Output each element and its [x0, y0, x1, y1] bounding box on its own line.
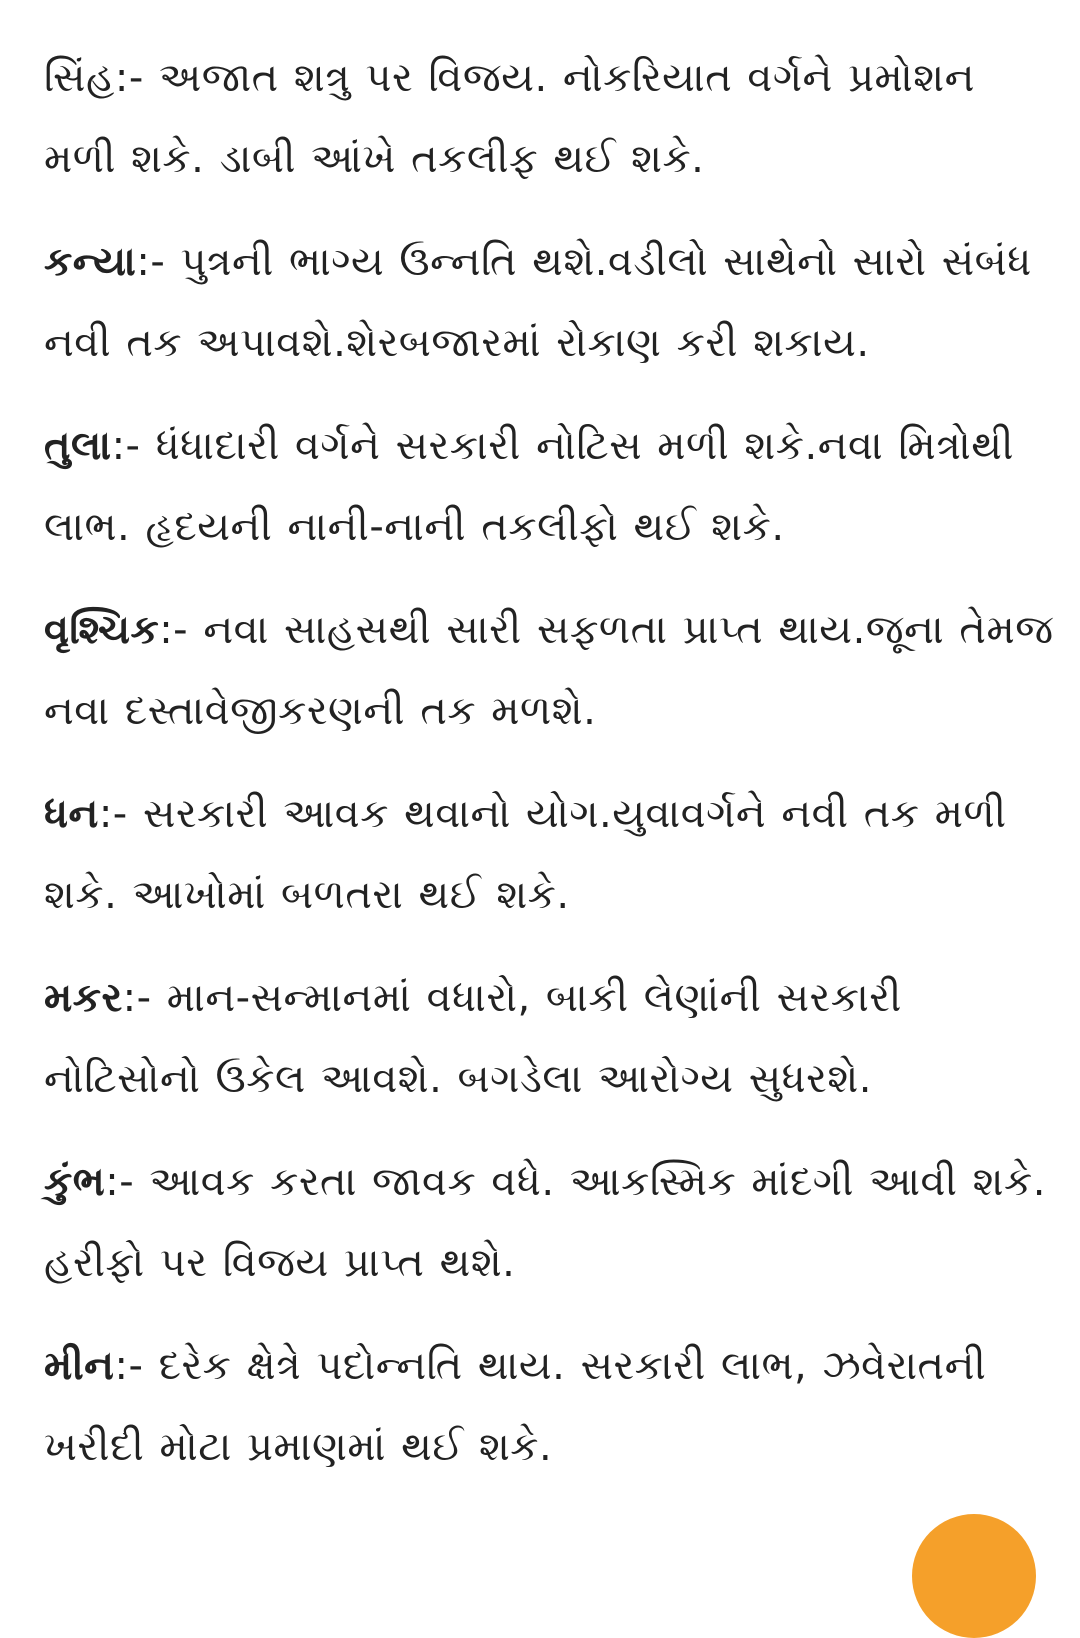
sign-name: ધન: [44, 791, 99, 837]
prediction-text: :- દરેક ક્ષેત્રે પદોન્નતિ થાય. સરકારી લાભ, ઝવેરાતની ખરીદી મોટા પ્રમાણમાં થઈ શકે.: [44, 1343, 987, 1470]
horoscope-entry-aquarius: [44, 1142, 1054, 1304]
sign-name: વૃશ્ચિક: [44, 607, 160, 653]
horoscope-entry-virgo: [44, 222, 1054, 384]
horoscope-entry-leo: [44, 38, 1054, 200]
horoscope-entry-sagittarius: [44, 774, 1054, 936]
article-body: [44, 38, 1054, 1510]
prediction-text: :- સરકારી આવક થવાનો યોગ.યુવાવર્ગને નવી તક મળી શકે. આખોમાં બળતરા થઈ શકે.: [44, 791, 1007, 918]
prediction-text: :- માન-સન્માનમાં વધારો, બાકી લેણાંની સરકારી નોટિસોનો ઉકેલ આવશે. બગડેલા આરોગ્ય સુધરશે.: [44, 975, 902, 1102]
prediction-text: :- પુત્રની ભાગ્ય ઉન્નતિ થશે.વડીલો સાથેનો સારો સંબંધ નવી તક અપાવશે.શેરબજારમાં રોકાણ કરી શકાય.: [44, 239, 1032, 366]
sign-name: મકર: [44, 975, 123, 1021]
prediction-text: :- ધંધાદારી વર્ગને સરકારી નોટિસ મળી શકે.નવા મિત્રોથી લાભ. હૃદયની નાની-નાની તકલીફો થઈ શકે.: [44, 423, 1014, 550]
prediction-text: :- આવક કરતા જાવક વધે. આકસ્મિક માંદગી આવી શકે. હરીફો પર વિજય પ્રાપ્ત થશે.: [44, 1159, 1046, 1286]
sign-name: તુલા: [44, 423, 112, 469]
sign-name: મીન: [44, 1343, 115, 1389]
prediction-text: સિંહ:- અજાત શત્રુ પર વિજય. નોકરિયાત વર્ગને પ્રમોશન મળી શકે. ડાબી આંખે તકલીફ થઈ શકે.: [44, 55, 975, 182]
horoscope-entry-capricorn: [44, 958, 1054, 1120]
sign-name: કુંભ: [44, 1159, 106, 1205]
floating-action-button[interactable]: [912, 1514, 1036, 1638]
prediction-text: :- નવા સાહસથી સારી સફળતા પ્રાપ્ત થાય.જૂના તેમજ નવા દસ્તાવેજીકરણની તક મળશે.: [44, 607, 1054, 734]
horoscope-entry-pisces: [44, 1326, 1054, 1488]
horoscope-entry-scorpio: [44, 590, 1054, 752]
sign-name: કન્યા: [44, 239, 137, 285]
horoscope-entry-libra: [44, 406, 1054, 568]
